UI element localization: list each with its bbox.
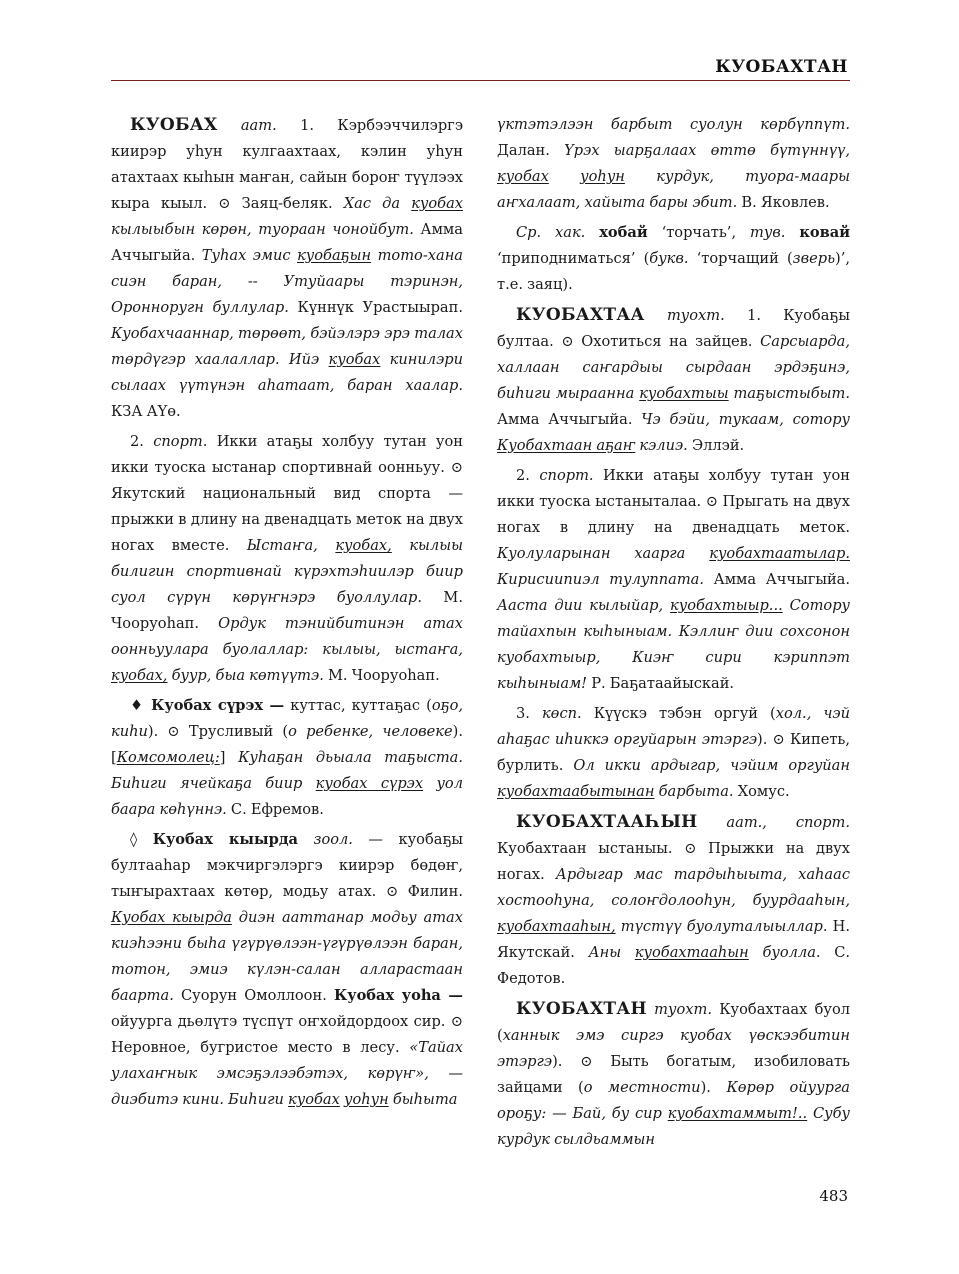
source: Далан. — [497, 142, 550, 159]
headword: КУОБАХТААҺЫН — [516, 812, 698, 832]
source: КЗА АҮө. — [111, 403, 181, 420]
entry-kuobakhtaa-sense-2: 2. спорт. Икки атаҕы холбуу тутан уон икки туоска ыстаныталаа. ⊙ Прыгать на двух ногах в длину на двенадцать меток. Куолуларынан хаарга куобахтаатылар. Кирисиипиэл тулуппата. Амма Аччыгыйа. Ааста дии кылыйар, куобахтыыр... Сотору тайахпын кыһыныам. Кэллиҥ дии сохсонон куобахтыыр, Киэҥ сири кэриппэт кыһыныам! Р. Баҕатаайыскай. — [497, 467, 851, 692]
source: М. Чооруоһап. — [111, 589, 463, 632]
idiom-mark-lozenge: ◊ — [130, 831, 138, 848]
source: Эллэй. — [691, 437, 745, 454]
headword: КУОБАХ — [130, 115, 218, 135]
source: Амма Аччыгыйа. — [713, 571, 851, 588]
entry-kuobakhtaa-sense-3: 3. көсп. Күүскэ тэбэн оргуй (хол., чэй аһаҕас иһиккэ оргуйарын этэргэ). ⊙ Кипеть, бурлить. Ол икки ардыгар, чэйим оргуйан куобахтаабытынан барбыта. Хомус. — [497, 705, 851, 800]
entry-kuobakhtan: КУОБАХТАН туохт. Куобахтаах буол (ханнык эмэ сиргэ куобах үөскээбитин этэргэ). ⊙ Быть богатым, изобиловать зайцами (о местности). Көрөр ойуурга ороҕу: — Бай, бу сир куобахтаммыт!.. Субу курдук сылдьаммын — [497, 999, 851, 1148]
entry-kuobakhtaa: КУОБАХТАА туохт. 1. Куобаҕы бултаа. ⊙ Охотиться на зайцев. Сарсыарда, халлаан саҥардыы сырдаан эрдэҕинэ, биһиги мыраанна куобахтыы таҕыстыбыт. Амма Аччыгыйа. Чэ бэйи, тукаам, сотору Куобахтаан аҕаҥ кэлиэ. Эллэй. — [497, 305, 850, 454]
idiom-kuobax-surekh: ♦ Куобах сүрэх — куттас, куттаҕас (оҕо, киһи). ⊙ Трусливый (о ребенке, человеке). [Комсомолец:] Куһаҕан дьыала таҕыста. Биһиги ячейкаҕа биир куобах сүрэх уол баара көһүннэ. С. Ефремов. — [111, 697, 464, 818]
idiom-kuobax-kyyrda: ◊ Куобах кыырда зоол. — куобаҕы бултааһар мэкчиргэлэргэ киирэр бөдөҥ, тыҥырахтаах көтөр, модьу атах. ⊙ Филин. Куобах кыырда диэн ааттанар модьу атах киэһээни быһа үгүрүөлээн-үгүрүөлээн баран, тотон, эмиэ күлэн-салан алларастаан баарта. Суорун Омоллоон. Куобах уоһа — ойуурга дьөлүтэ түспүт оҥхойдордоох сир. ⊙ Неровное, бугристое место в лесу. «Тайах улахаҥнык эмсэҕэлээбэтэх, көрүҥ», — диэбитэ кини. Биһиги куобах уоһун быһыта — [111, 831, 464, 1108]
left-column — [111, 112, 463, 1117]
source: Күннүк Урастыырап. — [297, 299, 463, 316]
comparison-note: Ср. хак. хобай ‘торчать’, тув. ковай ‘приподниматься’ (букв. ‘торчащий (зверь)’, т.е. заяц). — [497, 224, 851, 293]
source: Амма Аччыгыйа. — [111, 221, 463, 264]
running-head: КУОБАХТАН — [715, 57, 848, 77]
source: Хомус. — [737, 783, 790, 800]
entry-kuobax-sense-2: 2. спорт. Икки атаҕы холбуу тутан уон икки туоска ыстанар спортивнай оонньуу. ⊙ Якутский национальный вид спорта — прыжки в длину на двенадцать меток на двух ногах вместе. Ыстаҥа, куобах, кылыы билигин спортивнай күрэхтэһиилэр биир суол сүрүн көрүҥнэрэ буоллулар. М. Чооруоһап. Ордук тэнийбитинэн атах оонньуулара буолаллар: кылыы, ыстаҥа, куобах, буур, быа көтүүтэ. М. Чооруоһап. — [111, 433, 464, 684]
source: Н. Якутскай. — [497, 918, 851, 961]
source: Амма Аччыгыйа. — [497, 411, 633, 428]
source: С. Ефремов. — [230, 801, 324, 818]
header-rule — [111, 80, 850, 81]
headword: КУОБАХТАН — [516, 999, 647, 1019]
source: С. Федотов. — [497, 944, 851, 987]
source: М. Чооруоһап. — [327, 667, 440, 684]
idiom-mark-diamond: ♦ — [130, 697, 146, 714]
entry-kuobax-sense-1: КУОБАХ аат. 1. Кэрбээччилэргэ киирэр уһун кулгаахтаах, кэлин уһун атахтаах кыһын маҥан, сайын бороҥ түүлээх кыра кыыл. ⊙ Заяц-беляк. Хас да куобах кылыыбын көрөн, туораан чонойбут. Амма Аччыгыйа. Туһах эмис куобаҕын тото-хана сиэн баран, -- Утуйаары тэринэн, Оронноругн буллулар. Күннүк Урастыырап. Куобахчааннар, төрөөт, бэйэлэрэ эрэ талах төрдүгэр хаалаллар. Ийэ куобах кинилэри сылаах үүтүнэн аһатаат, баран хаалар. КЗА АҮө. — [111, 115, 464, 420]
continued-example: үктэтэлээн барбыт суолун көрбүппүт. Далан. Үрэх ыарҕалаах өттө бүтүннүү, куобах уоһун курдук, туора-маары аҥхалаат, хайыта бары эбит. В. Яковлев. — [497, 116, 851, 211]
source: Суорун Омоллоон. — [180, 987, 327, 1004]
entry-kuobakhtaahyn: КУОБАХТААҺЫН аат., спорт. Куобахтаан ыстаныы. ⊙ Прыжки на двух ногах. Ардыгар мас тардыһыыта, хаһаас хостооһуна, солоҥдолооһун, буурдааһын, куобахтааһын, түстүү буолуталыыллар. Н. Якутскай. Аны куобахтааһын буолла. С. Федотов. — [497, 812, 851, 987]
source: Р. Баҕатаайыскай. — [591, 675, 735, 692]
right-column — [497, 112, 850, 1157]
headword: КУОБАХТАА — [516, 305, 645, 325]
source: В. Яковлев. — [741, 194, 830, 211]
page-number: 483 — [819, 1187, 848, 1205]
